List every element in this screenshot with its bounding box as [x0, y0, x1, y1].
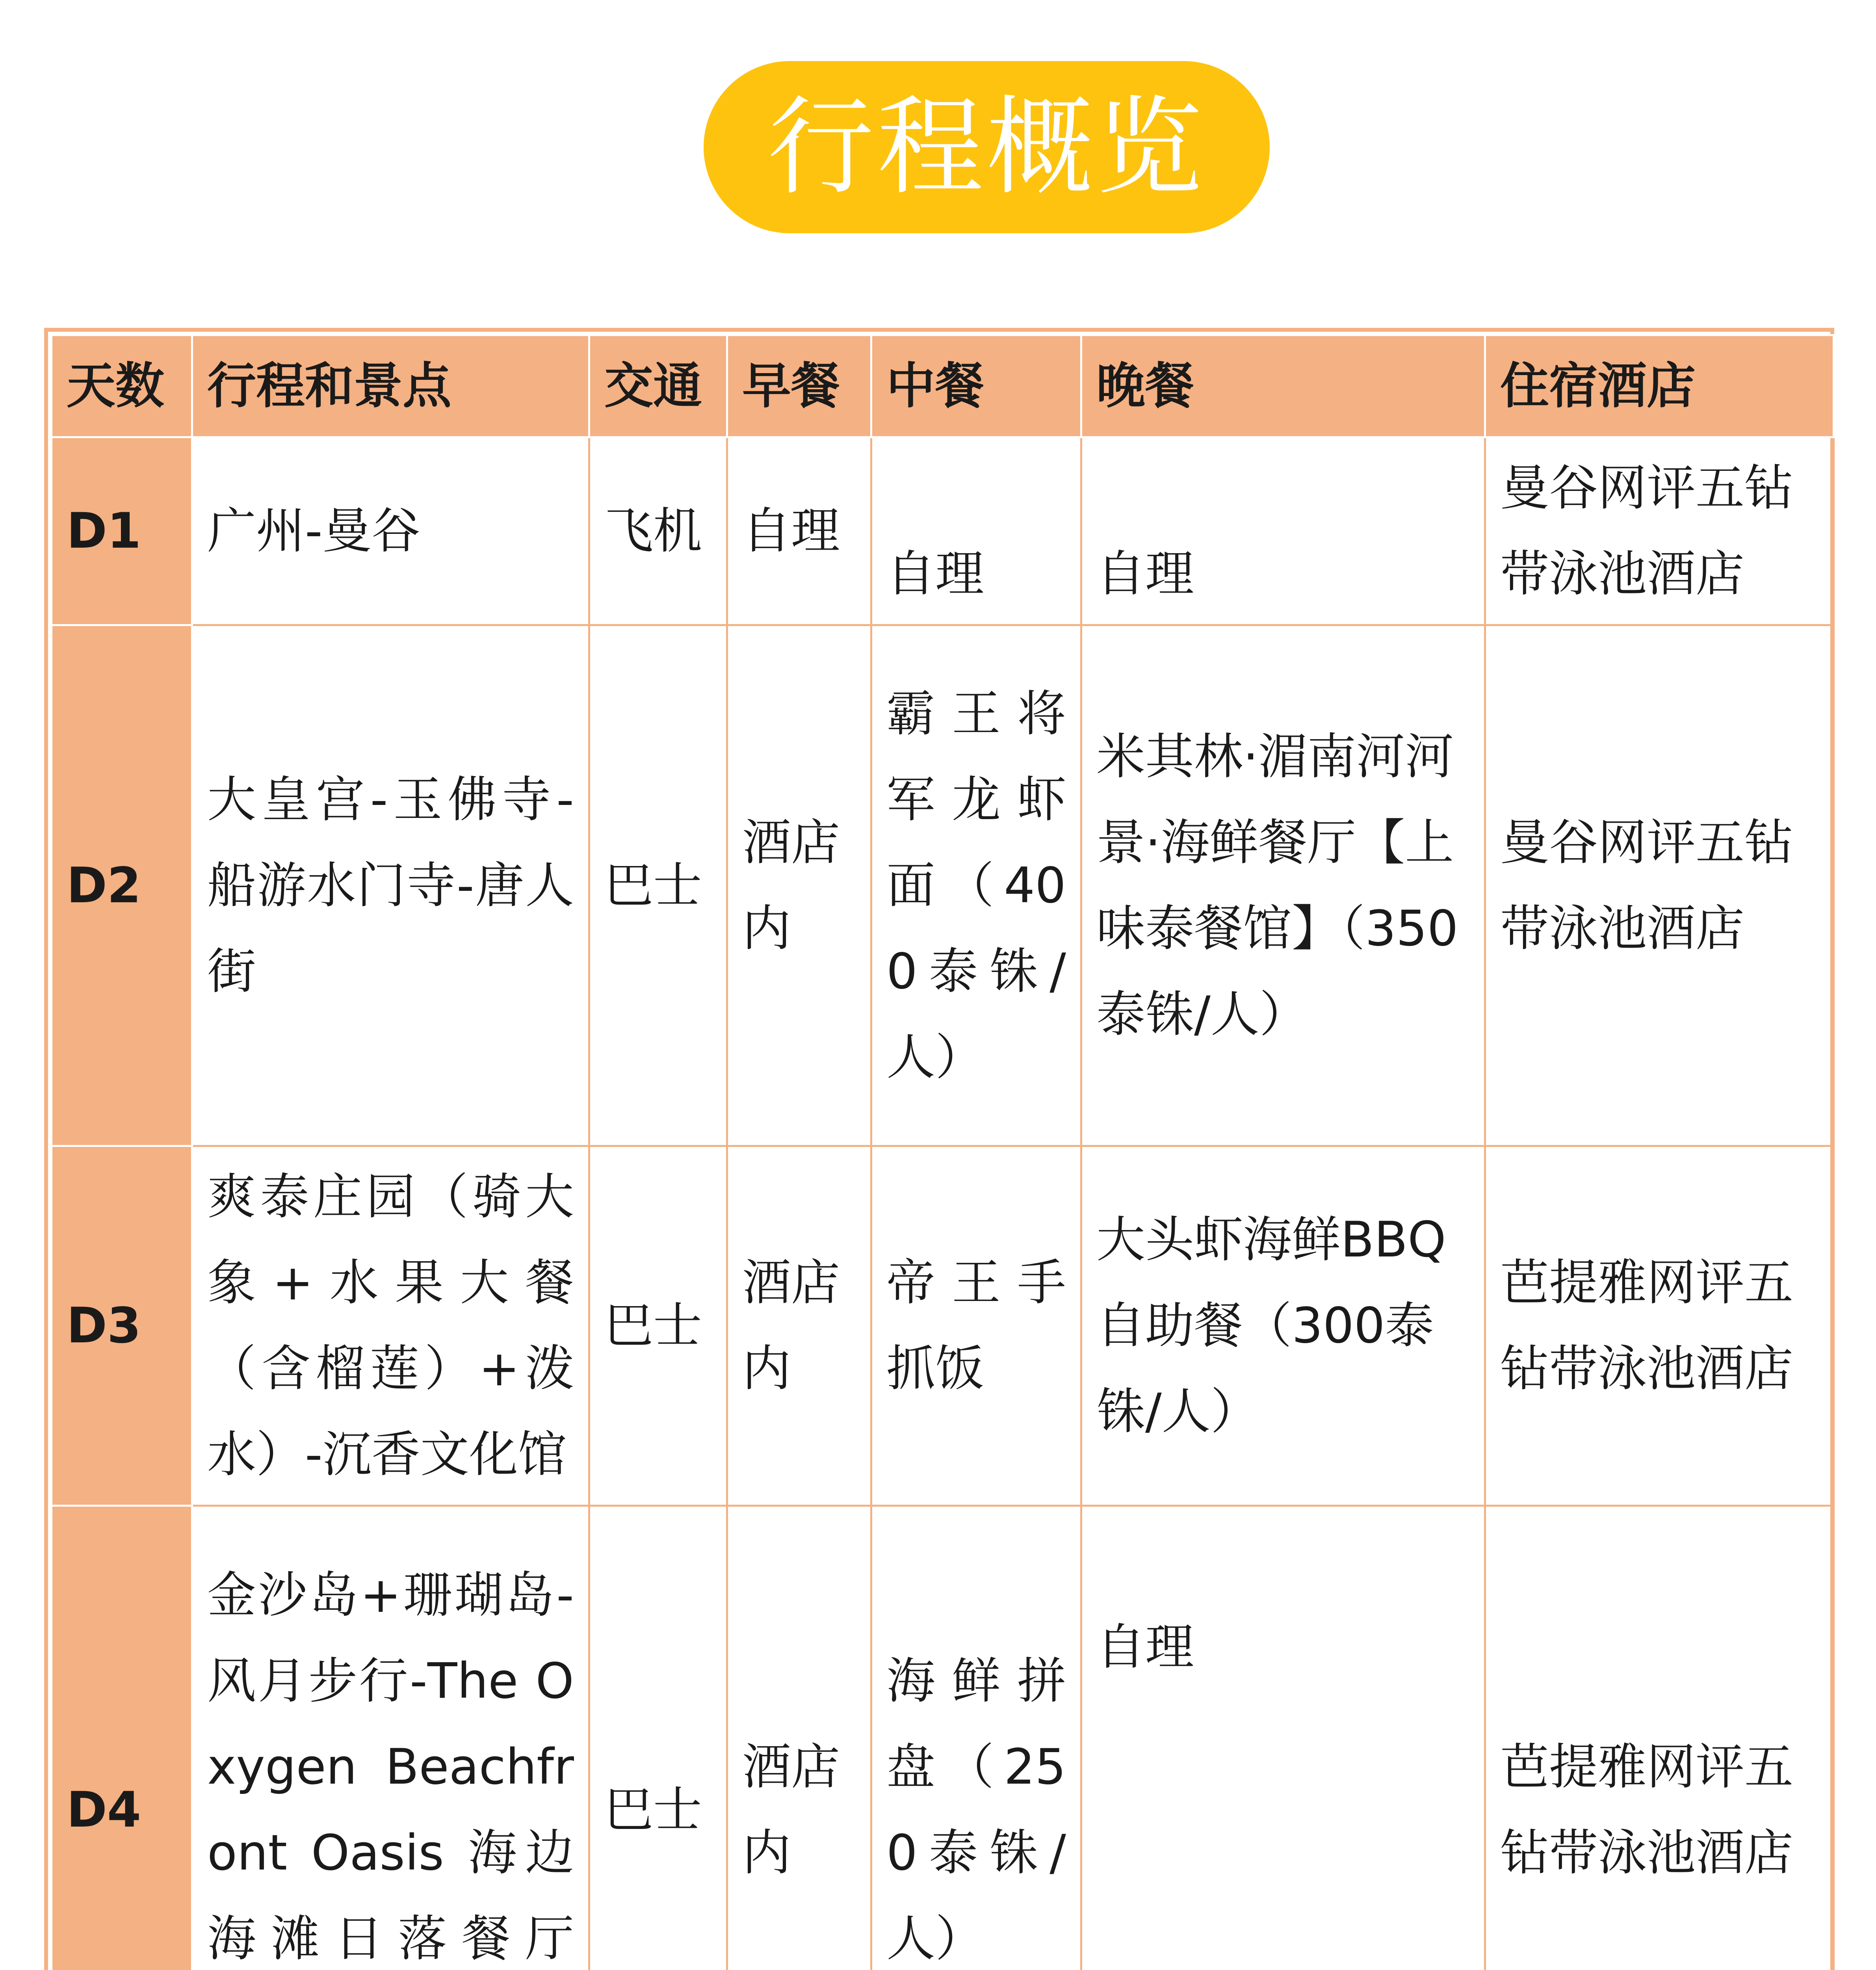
table-row — [52, 1506, 1834, 1970]
table-row — [52, 437, 1834, 625]
dinner-cell: 大头虾海鲜BBQ自助餐（300泰铢/人） — [1081, 1146, 1485, 1506]
dinner-cell: 自理 — [1081, 437, 1485, 625]
lunch-cell: 自理 — [871, 437, 1081, 625]
table-header-row — [52, 335, 1834, 437]
header-breakfast: 早餐 — [727, 335, 871, 437]
transport-cell: 巴士 — [589, 1146, 727, 1506]
lunch-cell: 海鲜拼盘（250泰铢/人） — [871, 1506, 1081, 1970]
itinerary-table — [50, 334, 1835, 1970]
itinerary-table-frame — [44, 328, 1834, 1970]
hotel-cell: 曼谷网评五钻带泳池酒店 — [1485, 625, 1834, 1146]
transport-cell: 飞机 — [589, 437, 727, 625]
hotel-cell: 芭提雅网评五钻带泳池酒店 — [1485, 1146, 1834, 1506]
day-cell: D4 — [52, 1506, 192, 1970]
route-cell: 金沙岛+珊瑚岛-风月步行-The Oxygen Beachfront Oasis 海边海滩日落餐厅 — [192, 1506, 589, 1970]
page-title: 行程概览 — [767, 85, 1206, 209]
title-banner — [704, 61, 1270, 233]
route-cell: 广州-曼谷 — [192, 437, 589, 625]
day-cell: D3 — [52, 1146, 192, 1506]
route-cell: 爽泰庄园（骑大象+水果大餐（含榴莲）+泼水）-沉香文化馆 — [192, 1146, 589, 1506]
table-row — [52, 1146, 1834, 1506]
dinner-cell: 米其林·湄南河河景·海鲜餐厅【上味泰餐馆】（350泰铢/人） — [1081, 625, 1485, 1146]
breakfast-cell: 自理 — [727, 437, 871, 625]
hotel-cell: 芭提雅网评五钻带泳池酒店 — [1485, 1506, 1834, 1970]
breakfast-cell: 酒店内 — [727, 625, 871, 1146]
transport-cell: 巴士 — [589, 1506, 727, 1970]
header-hotel: 住宿酒店 — [1485, 335, 1834, 437]
header-dinner: 晚餐 — [1081, 335, 1485, 437]
lunch-cell: 霸王将军龙虾面（400泰铢/人） — [871, 625, 1081, 1146]
transport-cell: 巴士 — [589, 625, 727, 1146]
hotel-cell: 曼谷网评五钻带泳池酒店 — [1485, 437, 1834, 625]
breakfast-cell: 酒店内 — [727, 1146, 871, 1506]
table-row — [52, 625, 1834, 1146]
lunch-cell: 帝王手抓饭 — [871, 1146, 1081, 1506]
day-cell: D1 — [52, 437, 192, 625]
header-transport: 交通 — [589, 335, 727, 437]
breakfast-cell: 酒店内 — [727, 1506, 871, 1970]
header-day: 天数 — [52, 335, 192, 437]
dinner-cell: 自理 — [1081, 1506, 1485, 1970]
header-lunch: 中餐 — [871, 335, 1081, 437]
route-cell: 大皇宫-玉佛寺-船游水门寺-唐人街 — [192, 625, 589, 1146]
day-cell: D2 — [52, 625, 192, 1146]
header-route: 行程和景点 — [192, 335, 589, 437]
